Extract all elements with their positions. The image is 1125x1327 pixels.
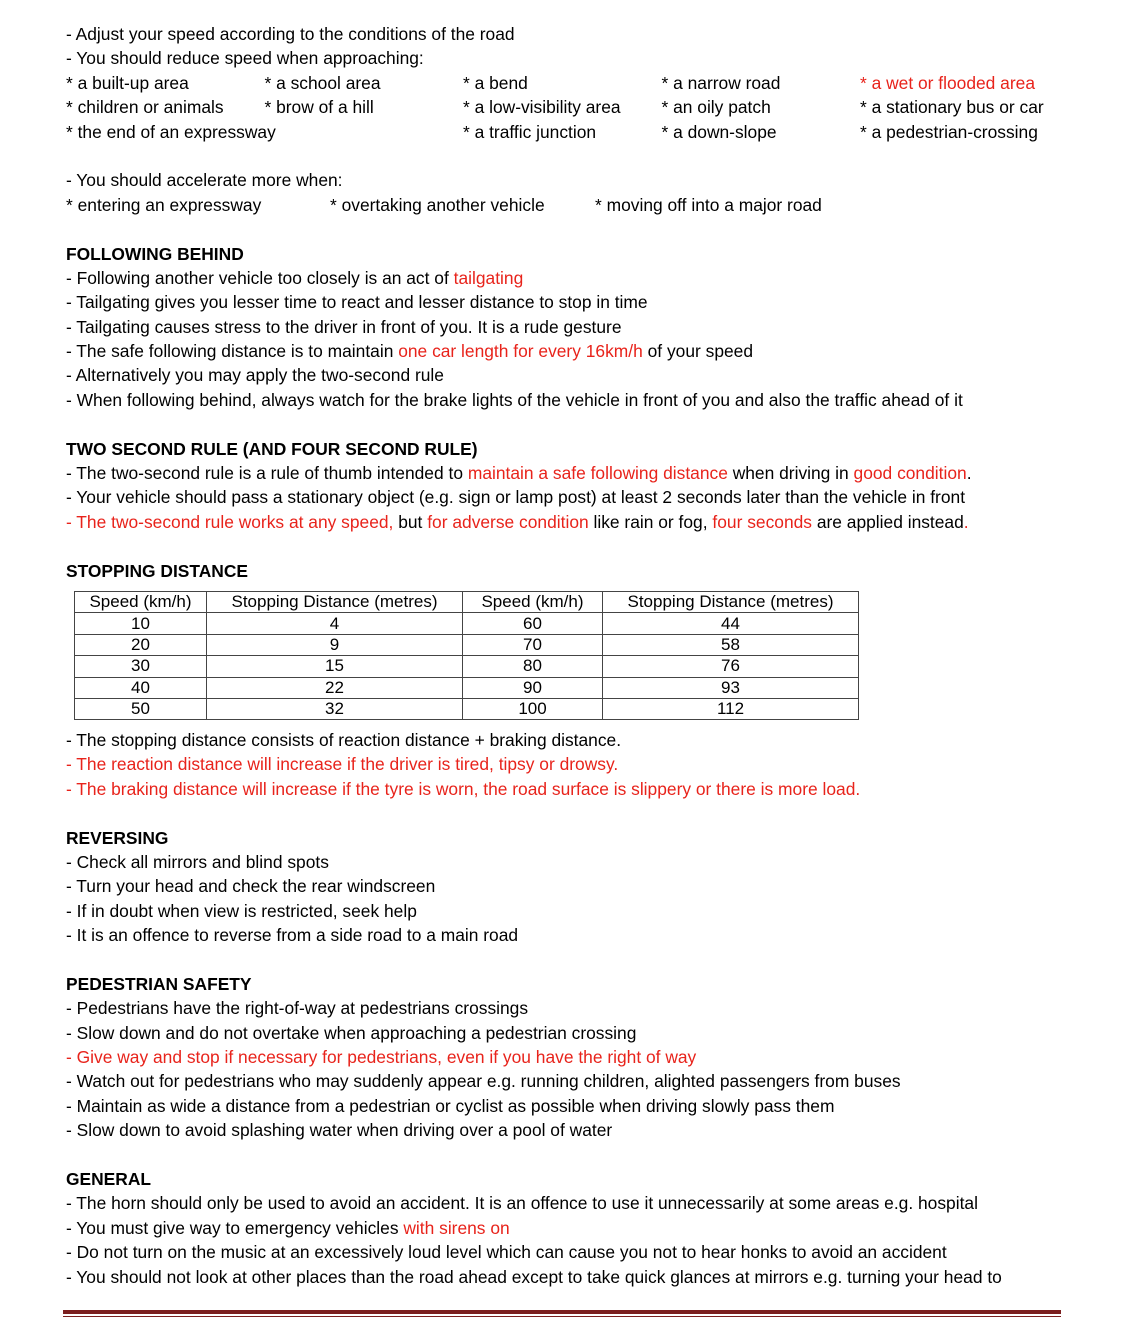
general-line-1: - The horn should only be used to avoid an accident. It is an offence to use it unnecessarily at some areas e.g. hospital [66, 1193, 978, 1214]
heading-stopping-distance: STOPPING DISTANCE [66, 560, 248, 581]
reduce-item: * a narrow road [661, 72, 781, 93]
two-second-line-1 [66, 461, 1076, 485]
following-line-2: - Tailgating gives you lesser time to react and lesser distance to stop in time [66, 292, 648, 313]
reversing-line-1: - Check all mirrors and blind spots [66, 851, 329, 872]
reversing-line-3: - If in doubt when view is restricted, seek help [66, 900, 417, 921]
highlight: - The two-second rule works at any speed, [66, 511, 394, 532]
following-line-6: - When following behind, always watch for the brake lights of the vehicle in front of you and also the traffic ahead of it [66, 389, 963, 410]
highlight: . [963, 511, 969, 532]
table-row [75, 677, 859, 698]
reduce-item: * children or animals [66, 97, 224, 118]
text: - The two-second rule is a rule of thumb intended to [66, 463, 468, 484]
footer-divider [63, 1310, 1061, 1318]
column-header: Speed (km/h) [463, 591, 603, 612]
table-cell: 80 [463, 656, 603, 677]
accelerate-item: * moving off into a major road [595, 194, 822, 215]
two-second-line-2: - Your vehicle should pass a stationary object (e.g. sign or lamp post) at least 2 seconds later than the vehicle in front [66, 487, 966, 508]
pedestrian-line-2: - Slow down and do not overtake when approaching a pedestrian crossing [66, 1022, 637, 1043]
column-header: Speed (km/h) [75, 591, 207, 612]
reduce-item: * brow of a hill [264, 97, 374, 118]
table-cell: 100 [463, 698, 603, 719]
following-line-1 [66, 266, 1076, 290]
table-cell: 22 [207, 677, 463, 698]
speed-line-2: - You should reduce speed when approaching: [66, 48, 424, 69]
text: - [66, 1047, 77, 1068]
reversing-line-4: - It is an offence to reverse from a side road to a main road [66, 925, 519, 946]
column-header: Stopping Distance (metres) [207, 591, 463, 612]
footer-rule-thin [63, 1316, 1061, 1317]
text: when driving in [727, 463, 854, 484]
highlight: Give way and stop if necessary for pedestrians, even if you have the right of way [76, 1047, 697, 1068]
table-cell: 15 [207, 656, 463, 677]
speed-line-1: - Adjust your speed according to the conditions of the road [66, 24, 515, 44]
text: - The safe following distance is to maintain [66, 341, 399, 362]
table-cell: 32 [207, 698, 463, 719]
following-line-3: - Tailgating causes stress to the driver in front of you. It is a rude gesture [66, 316, 622, 337]
heading-two-second-rule: TWO SECOND RULE (AND FOUR SECOND RULE) [66, 438, 478, 459]
table-cell: 93 [603, 677, 859, 698]
reduce-item: * a down-slope [661, 121, 777, 142]
stopping-line-3: - The braking distance will increase if the tyre is worn, the road surface is slippery or there is more load. [66, 778, 861, 799]
table-cell: 50 [75, 698, 207, 719]
table-cell: 9 [207, 634, 463, 655]
accelerate-item: * entering an expressway [66, 194, 262, 215]
table-row [75, 656, 859, 677]
pedestrian-line-3 [66, 1045, 1076, 1069]
table-cell: 58 [603, 634, 859, 655]
heading-following-behind: FOLLOWING BEHIND [66, 243, 244, 264]
highlight: for adverse condition [427, 511, 589, 532]
table-cell: 60 [463, 613, 603, 634]
pedestrian-line-6: - Slow down to avoid splashing water when driving over a pool of water [66, 1120, 613, 1141]
pedestrian-line-5: - Maintain as wide a distance from a pedestrian or cyclist as possible when driving slowly pass them [66, 1095, 835, 1116]
stopping-distance-table-wrap [66, 583, 1076, 728]
general-line-4: - You should not look at other places than the road ahead except to take quick glances at mirrors e.g. turning your head to [66, 1266, 1002, 1287]
reduce-item: * a stationary bus or car [860, 97, 1044, 118]
table-header-row [75, 591, 859, 612]
accelerate-row [66, 193, 1076, 217]
accelerate-intro: - You should accelerate more when: [66, 170, 343, 191]
highlight-tailgating: tailgating [453, 267, 524, 288]
highlight: four seconds [712, 511, 812, 532]
following-line-5: - Alternatively you may apply the two-second rule [66, 365, 444, 386]
highlight: good condition [853, 463, 967, 484]
heading-reversing: REVERSING [66, 827, 169, 848]
highlight-car-length: one car length for every 16km/h [398, 341, 643, 362]
table-cell: 76 [603, 656, 859, 677]
reduce-item: * a traffic junction [463, 121, 597, 142]
text: - You must give way to emergency vehicles [66, 1217, 404, 1238]
table-cell: 70 [463, 634, 603, 655]
table-cell: 10 [75, 613, 207, 634]
reversing-line-2: - Turn your head and check the rear windscreen [66, 876, 436, 897]
heading-pedestrian-safety: PEDESTRIAN SAFETY [66, 973, 252, 994]
footer-rule-thick [63, 1310, 1061, 1314]
reduce-item: * a school area [264, 72, 381, 93]
reduce-row-1 [66, 71, 1076, 95]
table-cell: 4 [207, 613, 463, 634]
document-page [66, 22, 1076, 1289]
accelerate-item: * overtaking another vehicle [330, 194, 545, 215]
reduce-item: * a bend [463, 72, 528, 93]
text: but [393, 511, 428, 532]
general-line-3: - Do not turn on the music at an excessively loud level which can cause you not to hear honks to avoid an accident [66, 1242, 947, 1263]
stopping-distance-table [74, 591, 859, 720]
table-cell: 112 [603, 698, 859, 719]
two-second-line-3 [66, 510, 1076, 534]
pedestrian-line-1: - Pedestrians have the right-of-way at pedestrians crossings [66, 998, 529, 1019]
table-cell: 44 [603, 613, 859, 634]
reduce-item: * a pedestrian-crossing [860, 121, 1038, 142]
column-header: Stopping Distance (metres) [603, 591, 859, 612]
table-cell: 90 [463, 677, 603, 698]
table-cell: 40 [75, 677, 207, 698]
text: like rain or fog, [588, 511, 713, 532]
text: - Following another vehicle too closely is an act of [66, 267, 454, 288]
highlight: maintain a safe following distance [467, 463, 728, 484]
reduce-item: * an oily patch [661, 97, 771, 118]
reduce-item: * the end of an expressway [66, 121, 276, 142]
table-row [75, 613, 859, 634]
table-cell: 30 [75, 656, 207, 677]
highlight-sirens: with sirens on [403, 1217, 510, 1238]
pedestrian-line-4: - Watch out for pedestrians who may suddenly appear e.g. running children, alighted passengers from buses [66, 1071, 901, 1092]
text: of your speed [642, 341, 754, 362]
table-cell: 20 [75, 634, 207, 655]
stopping-line-1: - The stopping distance consists of reaction distance + braking distance. [66, 729, 622, 750]
text: are applied instead [811, 511, 964, 532]
heading-general: GENERAL [66, 1169, 152, 1190]
reduce-row-3 [66, 120, 1076, 144]
reduce-row-2 [66, 95, 1076, 119]
reduce-item: * a low-visibility area [463, 97, 621, 118]
reduce-item: * a built-up area [66, 72, 189, 93]
text: . [966, 463, 972, 484]
following-line-4 [66, 339, 1076, 363]
table-row [75, 698, 859, 719]
general-line-2 [66, 1216, 1076, 1240]
stopping-line-2: - The reaction distance will increase if the driver is tired, tipsy or drowsy. [66, 754, 619, 775]
table-row [75, 634, 859, 655]
reduce-item-highlighted: * a wet or flooded area [860, 72, 1035, 93]
